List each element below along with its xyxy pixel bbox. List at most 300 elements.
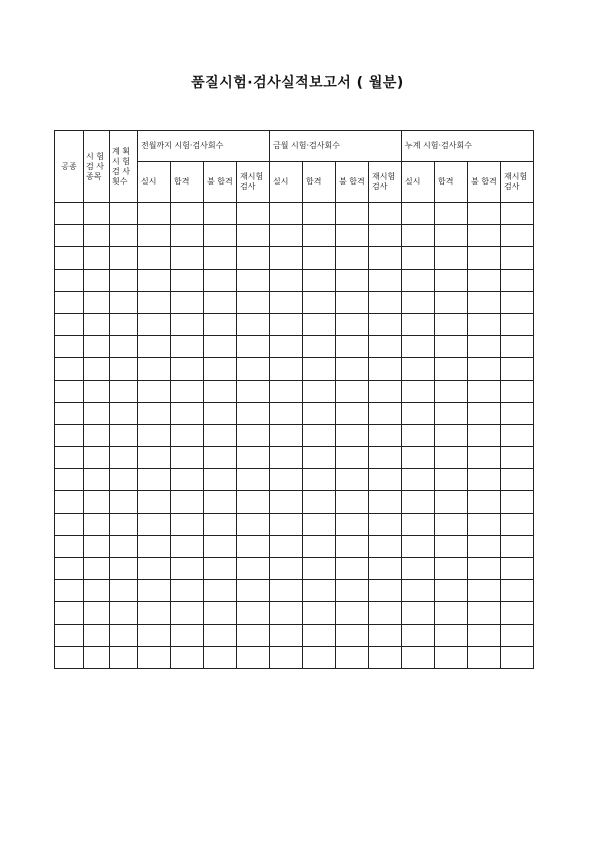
table-cell[interactable] bbox=[270, 291, 303, 313]
table-cell[interactable] bbox=[303, 380, 336, 402]
table-cell[interactable] bbox=[204, 580, 237, 602]
table-cell[interactable] bbox=[369, 247, 402, 269]
table-cell[interactable] bbox=[237, 447, 270, 469]
table-cell[interactable] bbox=[55, 580, 84, 602]
table-cell[interactable] bbox=[55, 469, 84, 491]
table-cell[interactable] bbox=[237, 580, 270, 602]
table-cell[interactable] bbox=[435, 491, 468, 513]
table-cell[interactable] bbox=[435, 447, 468, 469]
table-cell[interactable] bbox=[501, 646, 534, 668]
table-cell[interactable] bbox=[237, 491, 270, 513]
table-cell[interactable] bbox=[237, 602, 270, 624]
table-cell[interactable] bbox=[270, 580, 303, 602]
table-cell[interactable] bbox=[468, 447, 501, 469]
table-cell[interactable] bbox=[402, 269, 435, 291]
table-cell[interactable] bbox=[84, 491, 110, 513]
table-cell[interactable] bbox=[270, 624, 303, 646]
table-cell[interactable] bbox=[84, 646, 110, 668]
table-cell[interactable] bbox=[55, 269, 84, 291]
table-cell[interactable] bbox=[369, 447, 402, 469]
table-cell[interactable] bbox=[369, 402, 402, 424]
table-cell[interactable] bbox=[402, 447, 435, 469]
table-cell[interactable] bbox=[369, 558, 402, 580]
table-cell[interactable] bbox=[55, 313, 84, 335]
table-cell[interactable] bbox=[402, 358, 435, 380]
table-cell[interactable] bbox=[369, 269, 402, 291]
table-cell[interactable] bbox=[171, 558, 204, 580]
table-cell[interactable] bbox=[204, 358, 237, 380]
table-cell[interactable] bbox=[468, 336, 501, 358]
table-cell[interactable] bbox=[270, 336, 303, 358]
table-cell[interactable] bbox=[336, 402, 369, 424]
table-cell[interactable] bbox=[303, 358, 336, 380]
table-cell[interactable] bbox=[501, 247, 534, 269]
table-cell[interactable] bbox=[468, 424, 501, 446]
table-cell[interactable] bbox=[55, 424, 84, 446]
table-cell[interactable] bbox=[468, 646, 501, 668]
table-cell[interactable] bbox=[501, 203, 534, 225]
table-cell[interactable] bbox=[270, 358, 303, 380]
table-cell[interactable] bbox=[204, 447, 237, 469]
table-cell[interactable] bbox=[237, 469, 270, 491]
table-cell[interactable] bbox=[369, 602, 402, 624]
table-cell[interactable] bbox=[237, 558, 270, 580]
table-cell[interactable] bbox=[171, 269, 204, 291]
table-cell[interactable] bbox=[204, 491, 237, 513]
table-cell[interactable] bbox=[303, 402, 336, 424]
table-cell[interactable] bbox=[270, 269, 303, 291]
table-cell[interactable] bbox=[55, 646, 84, 668]
table-cell[interactable] bbox=[171, 424, 204, 446]
table-cell[interactable] bbox=[55, 225, 84, 247]
table-cell[interactable] bbox=[204, 203, 237, 225]
table-cell[interactable] bbox=[402, 291, 435, 313]
table-cell[interactable] bbox=[138, 580, 171, 602]
table-cell[interactable] bbox=[369, 203, 402, 225]
table-cell[interactable] bbox=[237, 380, 270, 402]
table-cell[interactable] bbox=[468, 558, 501, 580]
table-cell[interactable] bbox=[336, 313, 369, 335]
table-cell[interactable] bbox=[369, 424, 402, 446]
table-cell[interactable] bbox=[138, 535, 171, 557]
table-cell[interactable] bbox=[110, 469, 138, 491]
table-cell[interactable] bbox=[84, 602, 110, 624]
table-cell[interactable] bbox=[435, 313, 468, 335]
table-cell[interactable] bbox=[204, 624, 237, 646]
table-cell[interactable] bbox=[402, 535, 435, 557]
table-cell[interactable] bbox=[110, 336, 138, 358]
table-cell[interactable] bbox=[336, 424, 369, 446]
table-cell[interactable] bbox=[501, 358, 534, 380]
table-cell[interactable] bbox=[55, 535, 84, 557]
table-cell[interactable] bbox=[84, 336, 110, 358]
table-cell[interactable] bbox=[138, 646, 171, 668]
table-cell[interactable] bbox=[270, 203, 303, 225]
table-cell[interactable] bbox=[501, 336, 534, 358]
table-cell[interactable] bbox=[303, 313, 336, 335]
table-cell[interactable] bbox=[237, 646, 270, 668]
table-cell[interactable] bbox=[270, 602, 303, 624]
table-cell[interactable] bbox=[402, 602, 435, 624]
table-cell[interactable] bbox=[435, 291, 468, 313]
table-cell[interactable] bbox=[435, 469, 468, 491]
table-cell[interactable] bbox=[55, 624, 84, 646]
table-cell[interactable] bbox=[110, 535, 138, 557]
table-cell[interactable] bbox=[402, 424, 435, 446]
table-cell[interactable] bbox=[270, 424, 303, 446]
table-cell[interactable] bbox=[270, 225, 303, 247]
table-cell[interactable] bbox=[435, 358, 468, 380]
table-cell[interactable] bbox=[138, 313, 171, 335]
table-cell[interactable] bbox=[435, 624, 468, 646]
table-cell[interactable] bbox=[171, 580, 204, 602]
table-cell[interactable] bbox=[501, 469, 534, 491]
table-cell[interactable] bbox=[303, 513, 336, 535]
table-cell[interactable] bbox=[468, 580, 501, 602]
table-cell[interactable] bbox=[435, 602, 468, 624]
table-cell[interactable] bbox=[336, 491, 369, 513]
table-cell[interactable] bbox=[138, 225, 171, 247]
table-cell[interactable] bbox=[84, 558, 110, 580]
table-cell[interactable] bbox=[55, 602, 84, 624]
table-cell[interactable] bbox=[468, 624, 501, 646]
table-cell[interactable] bbox=[402, 203, 435, 225]
table-cell[interactable] bbox=[468, 358, 501, 380]
table-cell[interactable] bbox=[237, 203, 270, 225]
table-cell[interactable] bbox=[501, 447, 534, 469]
table-cell[interactable] bbox=[303, 336, 336, 358]
table-cell[interactable] bbox=[336, 291, 369, 313]
table-cell[interactable] bbox=[237, 225, 270, 247]
table-cell[interactable] bbox=[171, 624, 204, 646]
table-cell[interactable] bbox=[138, 203, 171, 225]
table-cell[interactable] bbox=[55, 247, 84, 269]
table-cell[interactable] bbox=[204, 513, 237, 535]
table-cell[interactable] bbox=[303, 247, 336, 269]
table-cell[interactable] bbox=[369, 380, 402, 402]
table-cell[interactable] bbox=[237, 535, 270, 557]
table-cell[interactable] bbox=[435, 513, 468, 535]
table-cell[interactable] bbox=[336, 269, 369, 291]
table-cell[interactable] bbox=[369, 535, 402, 557]
table-cell[interactable] bbox=[237, 402, 270, 424]
table-cell[interactable] bbox=[303, 491, 336, 513]
table-cell[interactable] bbox=[336, 247, 369, 269]
table-cell[interactable] bbox=[402, 247, 435, 269]
table-cell[interactable] bbox=[237, 247, 270, 269]
table-cell[interactable] bbox=[171, 513, 204, 535]
table-cell[interactable] bbox=[204, 380, 237, 402]
table-cell[interactable] bbox=[270, 513, 303, 535]
table-cell[interactable] bbox=[84, 225, 110, 247]
table-cell[interactable] bbox=[237, 269, 270, 291]
table-cell[interactable] bbox=[468, 491, 501, 513]
table-cell[interactable] bbox=[435, 580, 468, 602]
table-cell[interactable] bbox=[303, 447, 336, 469]
table-cell[interactable] bbox=[204, 558, 237, 580]
table-cell[interactable] bbox=[110, 447, 138, 469]
table-cell[interactable] bbox=[270, 380, 303, 402]
table-cell[interactable] bbox=[204, 313, 237, 335]
table-cell[interactable] bbox=[138, 402, 171, 424]
table-cell[interactable] bbox=[138, 336, 171, 358]
table-cell[interactable] bbox=[369, 580, 402, 602]
table-cell[interactable] bbox=[171, 447, 204, 469]
table-cell[interactable] bbox=[303, 469, 336, 491]
table-cell[interactable] bbox=[84, 513, 110, 535]
table-cell[interactable] bbox=[237, 513, 270, 535]
table-cell[interactable] bbox=[402, 336, 435, 358]
table-cell[interactable] bbox=[336, 513, 369, 535]
table-cell[interactable] bbox=[110, 513, 138, 535]
table-cell[interactable] bbox=[501, 513, 534, 535]
table-cell[interactable] bbox=[84, 535, 110, 557]
table-cell[interactable] bbox=[171, 225, 204, 247]
table-cell[interactable] bbox=[204, 469, 237, 491]
table-cell[interactable] bbox=[468, 380, 501, 402]
table-cell[interactable] bbox=[84, 291, 110, 313]
table-cell[interactable] bbox=[110, 580, 138, 602]
table-cell[interactable] bbox=[402, 646, 435, 668]
table-cell[interactable] bbox=[501, 602, 534, 624]
table-cell[interactable] bbox=[468, 313, 501, 335]
table-cell[interactable] bbox=[84, 313, 110, 335]
table-cell[interactable] bbox=[138, 380, 171, 402]
table-cell[interactable] bbox=[336, 535, 369, 557]
table-cell[interactable] bbox=[501, 380, 534, 402]
table-cell[interactable] bbox=[501, 491, 534, 513]
table-cell[interactable] bbox=[435, 269, 468, 291]
table-cell[interactable] bbox=[55, 447, 84, 469]
table-cell[interactable] bbox=[435, 380, 468, 402]
table-cell[interactable] bbox=[55, 358, 84, 380]
table-cell[interactable] bbox=[369, 225, 402, 247]
table-cell[interactable] bbox=[55, 380, 84, 402]
table-cell[interactable] bbox=[501, 402, 534, 424]
table-cell[interactable] bbox=[138, 602, 171, 624]
table-cell[interactable] bbox=[336, 602, 369, 624]
table-cell[interactable] bbox=[204, 535, 237, 557]
table-cell[interactable] bbox=[110, 247, 138, 269]
table-cell[interactable] bbox=[402, 225, 435, 247]
table-cell[interactable] bbox=[138, 558, 171, 580]
table-cell[interactable] bbox=[270, 558, 303, 580]
table-cell[interactable] bbox=[501, 313, 534, 335]
table-cell[interactable] bbox=[501, 291, 534, 313]
table-cell[interactable] bbox=[171, 469, 204, 491]
table-cell[interactable] bbox=[84, 269, 110, 291]
table-cell[interactable] bbox=[336, 203, 369, 225]
table-cell[interactable] bbox=[204, 269, 237, 291]
table-cell[interactable] bbox=[138, 247, 171, 269]
table-cell[interactable] bbox=[204, 247, 237, 269]
table-cell[interactable] bbox=[435, 646, 468, 668]
table-cell[interactable] bbox=[468, 535, 501, 557]
table-cell[interactable] bbox=[468, 247, 501, 269]
table-cell[interactable] bbox=[369, 313, 402, 335]
table-cell[interactable] bbox=[303, 203, 336, 225]
table-cell[interactable] bbox=[110, 269, 138, 291]
table-cell[interactable] bbox=[138, 491, 171, 513]
table-cell[interactable] bbox=[171, 203, 204, 225]
table-cell[interactable] bbox=[171, 491, 204, 513]
table-cell[interactable] bbox=[468, 269, 501, 291]
table-cell[interactable] bbox=[435, 535, 468, 557]
table-cell[interactable] bbox=[110, 203, 138, 225]
table-cell[interactable] bbox=[110, 624, 138, 646]
table-cell[interactable] bbox=[237, 313, 270, 335]
table-cell[interactable] bbox=[171, 380, 204, 402]
table-cell[interactable] bbox=[336, 447, 369, 469]
table-cell[interactable] bbox=[84, 203, 110, 225]
table-cell[interactable] bbox=[369, 491, 402, 513]
table-cell[interactable] bbox=[303, 269, 336, 291]
table-cell[interactable] bbox=[138, 424, 171, 446]
table-cell[interactable] bbox=[138, 291, 171, 313]
table-cell[interactable] bbox=[84, 624, 110, 646]
table-cell[interactable] bbox=[138, 513, 171, 535]
table-cell[interactable] bbox=[110, 358, 138, 380]
table-cell[interactable] bbox=[369, 291, 402, 313]
table-cell[interactable] bbox=[468, 469, 501, 491]
table-cell[interactable] bbox=[402, 624, 435, 646]
table-cell[interactable] bbox=[204, 336, 237, 358]
table-cell[interactable] bbox=[110, 491, 138, 513]
table-cell[interactable] bbox=[336, 558, 369, 580]
table-cell[interactable] bbox=[171, 336, 204, 358]
table-cell[interactable] bbox=[303, 580, 336, 602]
table-cell[interactable] bbox=[110, 602, 138, 624]
table-cell[interactable] bbox=[336, 580, 369, 602]
table-cell[interactable] bbox=[237, 336, 270, 358]
table-cell[interactable] bbox=[369, 646, 402, 668]
table-cell[interactable] bbox=[402, 380, 435, 402]
table-cell[interactable] bbox=[336, 469, 369, 491]
table-cell[interactable] bbox=[84, 580, 110, 602]
table-cell[interactable] bbox=[138, 469, 171, 491]
table-cell[interactable] bbox=[138, 269, 171, 291]
table-cell[interactable] bbox=[84, 247, 110, 269]
table-cell[interactable] bbox=[204, 602, 237, 624]
table-cell[interactable] bbox=[84, 380, 110, 402]
table-cell[interactable] bbox=[435, 225, 468, 247]
table-cell[interactable] bbox=[435, 424, 468, 446]
table-cell[interactable] bbox=[237, 624, 270, 646]
table-cell[interactable] bbox=[204, 225, 237, 247]
table-cell[interactable] bbox=[501, 624, 534, 646]
table-cell[interactable] bbox=[138, 624, 171, 646]
table-cell[interactable] bbox=[110, 225, 138, 247]
table-cell[interactable] bbox=[171, 602, 204, 624]
table-cell[interactable] bbox=[84, 358, 110, 380]
table-cell[interactable] bbox=[270, 402, 303, 424]
table-cell[interactable] bbox=[402, 491, 435, 513]
table-cell[interactable] bbox=[171, 535, 204, 557]
table-cell[interactable] bbox=[501, 580, 534, 602]
table-cell[interactable] bbox=[138, 447, 171, 469]
table-cell[interactable] bbox=[110, 313, 138, 335]
table-cell[interactable] bbox=[110, 558, 138, 580]
table-cell[interactable] bbox=[270, 469, 303, 491]
table-cell[interactable] bbox=[110, 380, 138, 402]
table-cell[interactable] bbox=[336, 624, 369, 646]
table-cell[interactable] bbox=[369, 624, 402, 646]
table-cell[interactable] bbox=[204, 424, 237, 446]
table-cell[interactable] bbox=[270, 535, 303, 557]
table-cell[interactable] bbox=[270, 646, 303, 668]
table-cell[interactable] bbox=[336, 646, 369, 668]
table-cell[interactable] bbox=[270, 313, 303, 335]
table-cell[interactable] bbox=[171, 358, 204, 380]
table-cell[interactable] bbox=[402, 513, 435, 535]
table-cell[interactable] bbox=[237, 358, 270, 380]
table-cell[interactable] bbox=[110, 402, 138, 424]
table-cell[interactable] bbox=[369, 358, 402, 380]
table-cell[interactable] bbox=[270, 247, 303, 269]
table-cell[interactable] bbox=[55, 203, 84, 225]
table-cell[interactable] bbox=[435, 336, 468, 358]
table-cell[interactable] bbox=[468, 602, 501, 624]
table-cell[interactable] bbox=[402, 313, 435, 335]
table-cell[interactable] bbox=[303, 535, 336, 557]
table-cell[interactable] bbox=[435, 558, 468, 580]
table-cell[interactable] bbox=[204, 291, 237, 313]
table-cell[interactable] bbox=[237, 424, 270, 446]
table-cell[interactable] bbox=[369, 336, 402, 358]
table-cell[interactable] bbox=[402, 580, 435, 602]
table-cell[interactable] bbox=[303, 558, 336, 580]
table-cell[interactable] bbox=[336, 380, 369, 402]
table-cell[interactable] bbox=[501, 558, 534, 580]
table-cell[interactable] bbox=[171, 291, 204, 313]
table-cell[interactable] bbox=[110, 646, 138, 668]
table-cell[interactable] bbox=[402, 469, 435, 491]
table-cell[interactable] bbox=[84, 424, 110, 446]
table-cell[interactable] bbox=[171, 313, 204, 335]
table-cell[interactable] bbox=[336, 358, 369, 380]
table-cell[interactable] bbox=[402, 402, 435, 424]
table-cell[interactable] bbox=[369, 513, 402, 535]
table-cell[interactable] bbox=[303, 646, 336, 668]
table-cell[interactable] bbox=[435, 203, 468, 225]
table-cell[interactable] bbox=[110, 424, 138, 446]
table-cell[interactable] bbox=[110, 291, 138, 313]
table-cell[interactable] bbox=[55, 558, 84, 580]
table-cell[interactable] bbox=[138, 358, 171, 380]
table-cell[interactable] bbox=[55, 402, 84, 424]
table-cell[interactable] bbox=[501, 535, 534, 557]
table-cell[interactable] bbox=[501, 424, 534, 446]
table-cell[interactable] bbox=[270, 447, 303, 469]
table-cell[interactable] bbox=[336, 225, 369, 247]
table-cell[interactable] bbox=[55, 491, 84, 513]
table-cell[interactable] bbox=[435, 247, 468, 269]
table-cell[interactable] bbox=[435, 402, 468, 424]
table-cell[interactable] bbox=[501, 225, 534, 247]
table-cell[interactable] bbox=[204, 646, 237, 668]
table-cell[interactable] bbox=[468, 225, 501, 247]
table-cell[interactable] bbox=[84, 402, 110, 424]
table-cell[interactable] bbox=[303, 624, 336, 646]
table-cell[interactable] bbox=[237, 291, 270, 313]
table-cell[interactable] bbox=[171, 402, 204, 424]
table-cell[interactable] bbox=[204, 402, 237, 424]
table-cell[interactable] bbox=[369, 469, 402, 491]
table-cell[interactable] bbox=[55, 513, 84, 535]
table-cell[interactable] bbox=[84, 469, 110, 491]
table-cell[interactable] bbox=[270, 491, 303, 513]
table-cell[interactable] bbox=[303, 225, 336, 247]
